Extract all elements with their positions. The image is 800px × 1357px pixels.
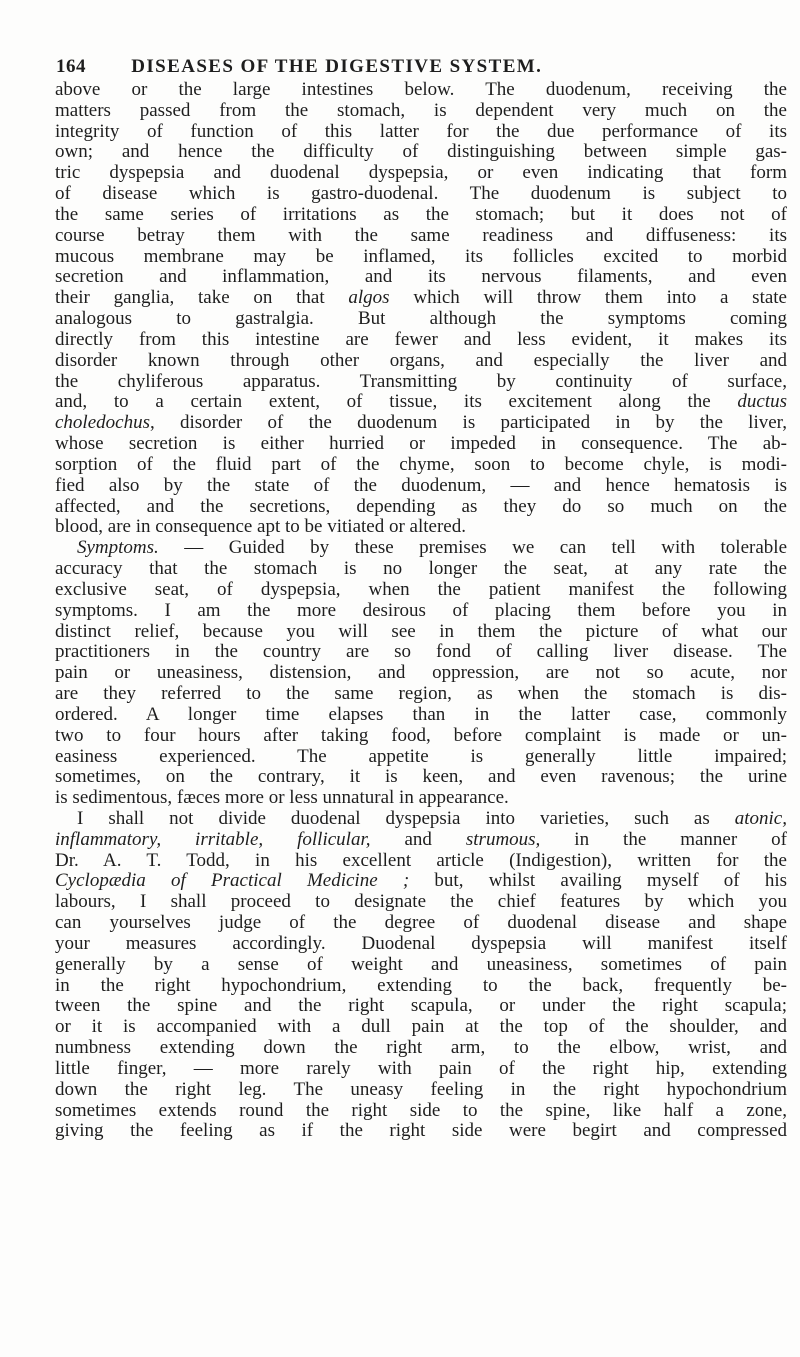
page-number: 164 [56, 56, 86, 77]
text-segment: which will throw them into a state [389, 287, 787, 309]
body-text [55, 80, 787, 1142]
text-line: disorder known through other organs, and especially the liver and [55, 349, 787, 371]
text-line [55, 288, 787, 309]
text-line: analogous to gastralgia. But although the symptoms coming [55, 308, 787, 330]
text-line: easiness experienced. The appetite is generally little impaired; [55, 745, 787, 767]
text-line: labours, I shall proceed to designate the chief features by which you [55, 891, 787, 913]
text-line: generally by a sense of weight and uneasiness, sometimes of pain [55, 953, 787, 975]
text-line: in the right hypochondrium, extending to the back, frequently be- [55, 974, 787, 996]
text-line: matters passed from the stomach, is dependent very much on the [55, 99, 787, 121]
text-line: exclusive seat, of dyspepsia, when the patient manifest the following [55, 578, 787, 600]
text-line: affected, and the secretions, depending as they do so much on the [55, 495, 787, 517]
running-head [56, 56, 756, 78]
italic-term: algos [348, 287, 390, 309]
italic-term: atonic, [734, 807, 787, 829]
text-line: are they referred to the same region, as when the stomach is dis- [55, 683, 787, 705]
text-line: is sedimentous, fæces more or less unnatural in appearance. [55, 787, 509, 809]
text-line: symptoms. I am the more desirous of placing them before you in [55, 599, 787, 621]
text-line [55, 809, 787, 830]
text-line: giving the feeling as if the right side were begirt and compressed [55, 1120, 787, 1142]
text-line: sometimes, on the contrary, it is keen, and even ravenous; the urine [55, 766, 787, 788]
text-line: numbness extending down the right arm, to the elbow, wrist, and [55, 1037, 787, 1059]
text-line: directly from this intestine are fewer and less evident, it makes its [55, 328, 787, 350]
text-line: the same series of irritations as the stomach; but it does not of [55, 203, 787, 225]
text-line: down the right leg. The uneasy feeling in the right hypochondrium [55, 1078, 787, 1100]
text-line [55, 413, 787, 434]
text-line: your measures accordingly. Duodenal dyspepsia will manifest itself [55, 932, 787, 954]
text-line [55, 538, 787, 559]
text-segment: , disorder of the duodenum is participated in by the liver, [149, 412, 787, 434]
text-segment: but, whilst availing myself of his [409, 870, 787, 892]
text-line: sometimes extends round the right side to the spine, like half a zone, [55, 1099, 787, 1121]
text-segment: their ganglia, take on that [55, 287, 349, 309]
text-line: two to four hours after taking food, before complaint is made or un- [55, 724, 787, 746]
section-heading: Symptoms. [77, 537, 159, 559]
text-line: distinct relief, because you will see in them the picture of what our [55, 620, 787, 642]
text-line: tween the spine and the right scapula, or under the right scapula; [55, 995, 787, 1017]
text-line: mucous membrane may be inflamed, its follicles excited to morbid [55, 245, 787, 267]
text-line [55, 830, 787, 851]
text-line: integrity of function of this latter for the due performance of its [55, 120, 787, 142]
italic-term: choledochus [55, 412, 150, 434]
text-segment: I shall not divide duodenal dyspepsia into varieties, such as [77, 807, 735, 829]
text-segment: — Guided by these premises we can tell with tolerable [158, 537, 787, 559]
text-line: sorption of the fluid part of the chyme, soon to become chyle, is modi- [55, 453, 787, 475]
text-line [55, 871, 787, 892]
book-title: Cyclopædia of Practical Medicine ; [55, 870, 410, 892]
text-line: secretion and inflammation, and its nervous filaments, and even [55, 266, 787, 288]
text-line: or it is accompanied with a dull pain at the top of the shoulder, and [55, 1016, 787, 1038]
text-segment: and, to a certain extent, of tissue, its excitement along the [55, 391, 738, 413]
text-line: pain or uneasiness, distension, and oppression, are not so acute, nor [55, 662, 787, 684]
text-segment: and [370, 828, 466, 850]
running-title: DISEASES OF THE DIGESTIVE SYSTEM. [131, 56, 543, 77]
text-line: accuracy that the stomach is no longer the seat, at any rate the [55, 558, 787, 580]
text-line: tric dyspepsia and duodenal dyspepsia, or even indicating that form [55, 162, 787, 184]
text-line: little finger, — more rarely with pain of the right hip, extending [55, 1057, 787, 1079]
italic-term: strumous, [465, 828, 541, 850]
text-line: Dr. A. T. Todd, in his excellent article (Indigestion), written for the [55, 849, 787, 871]
text-line: own; and hence the difficulty of distinguishing between simple gas- [55, 141, 787, 163]
text-line [55, 392, 787, 413]
text-line: course betray them with the same readiness and diffuseness: its [55, 224, 787, 246]
text-line: of disease which is gastro-duodenal. The duodenum is subject to [55, 183, 787, 205]
text-line: fied also by the state of the duodenum, — and hence hematosis is [55, 474, 787, 496]
text-line: the chyliferous apparatus. Transmitting by continuity of surface, [55, 370, 787, 392]
text-line: practitioners in the country are so fond of calling liver disease. The [55, 641, 787, 663]
text-line: above or the large intestines below. The duodenum, receiving the [55, 79, 787, 100]
text-line: blood, are in consequence apt to be vitiated or altered. [55, 516, 466, 538]
text-line: whose secretion is either hurried or impeded in consequence. The ab- [55, 433, 787, 455]
text-line: ordered. A longer time elapses than in the latter case, commonly [55, 703, 787, 725]
text-line: can yourselves judge of the degree of duodenal disease and shape [55, 912, 787, 934]
italic-term: inflammatory, irritable, follicular, [55, 828, 371, 850]
italic-term: ductus [737, 391, 787, 413]
text-segment: in the manner of [540, 828, 787, 850]
